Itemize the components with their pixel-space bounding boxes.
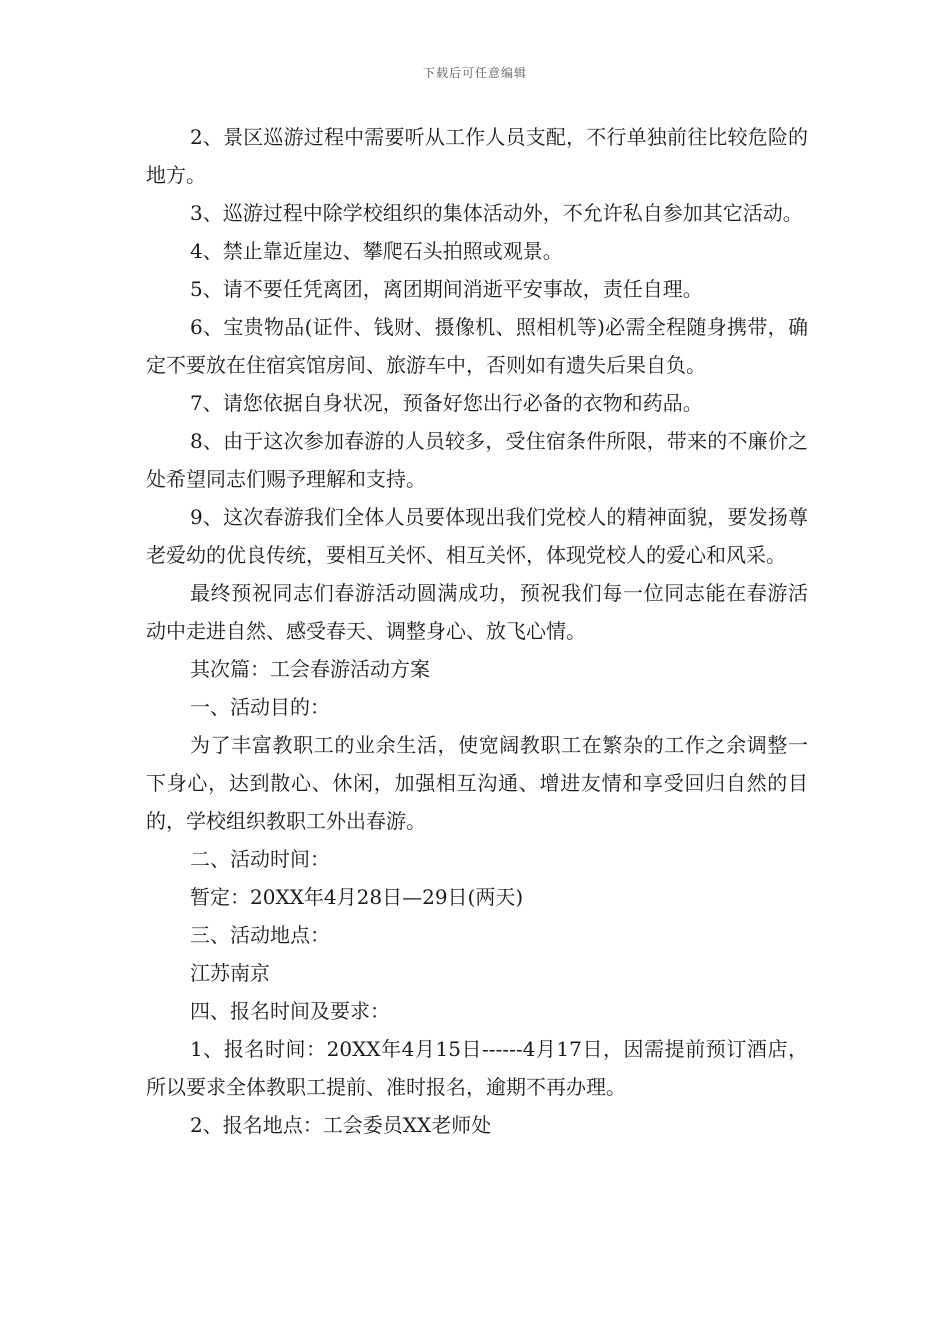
paragraph: 9、这次春游我们全体人员要体现出我们党校人的精神面貌，要发扬尊老爱幼的优良传统，要相互关怀、相互关怀，体现党校人的爱心和风采。 xyxy=(146,505,808,567)
paragraph: 3、巡游过程中除学校组织的集体活动外，不允许私自参加其它活动。 xyxy=(190,201,803,225)
paragraph: 8、由于这次参加春游的人员较多，受住宿条件所限，带来的不廉价之处希望同志们赐予理解和支持。 xyxy=(146,429,808,491)
paragraph: 4、禁止靠近崖边、攀爬石头拍照或观景。 xyxy=(190,239,563,263)
paragraph: 为了丰富教职工的业余生活，使宽阔教职工在繁杂的工作之余调整一下身心，达到散心、休闲，加强相互沟通、增进友情和享受回归自然的目的，学校组织教职工外出春游。 xyxy=(146,733,808,833)
section-heading: 四、报名时间及要求： xyxy=(190,999,390,1023)
paragraph: 6、宝贵物品(证件、钱财、摄像机、照相机等)必需全程随身携带，确定不要放在住宿宾馆房间、旅游车中，否则如有遗失后果自负。 xyxy=(146,315,808,377)
document-body xyxy=(146,118,808,1144)
paragraph: 2、报名地点：工会委员XX老师处 xyxy=(190,1113,492,1137)
section-heading: 二、活动时间： xyxy=(190,847,330,871)
paragraph: 5、请不要任凭离团，离团期间消逝平安事故，责任自理。 xyxy=(190,277,703,301)
paragraph: 最终预祝同志们春游活动圆满成功，预祝我们每一位同志能在春游活动中走进自然、感受春天、调整身心、放飞心情。 xyxy=(146,581,808,643)
paragraph: 江苏南京 xyxy=(190,961,270,985)
paragraph: 7、请您依据自身状况，预备好您出行必备的衣物和药品。 xyxy=(190,391,703,415)
paragraph: 2、景区巡游过程中需要听从工作人员支配，不行单独前往比较危险的地方。 xyxy=(146,125,808,187)
paragraph: 1、报名时间：20XX年4月15日------4月17日，因需提前预订酒店，所以要求全体教职工提前、准时报名，逾期不再办理。 xyxy=(146,1037,808,1099)
paragraph: 暂定：20XX年4月28日—29日(两天) xyxy=(190,885,524,909)
section-heading: 三、活动地点： xyxy=(190,923,330,947)
page-header: 下载后可任意编辑 xyxy=(422,66,527,80)
section-heading: 一、活动目的： xyxy=(190,695,330,719)
section-title: 其次篇：工会春游活动方案 xyxy=(190,657,430,681)
